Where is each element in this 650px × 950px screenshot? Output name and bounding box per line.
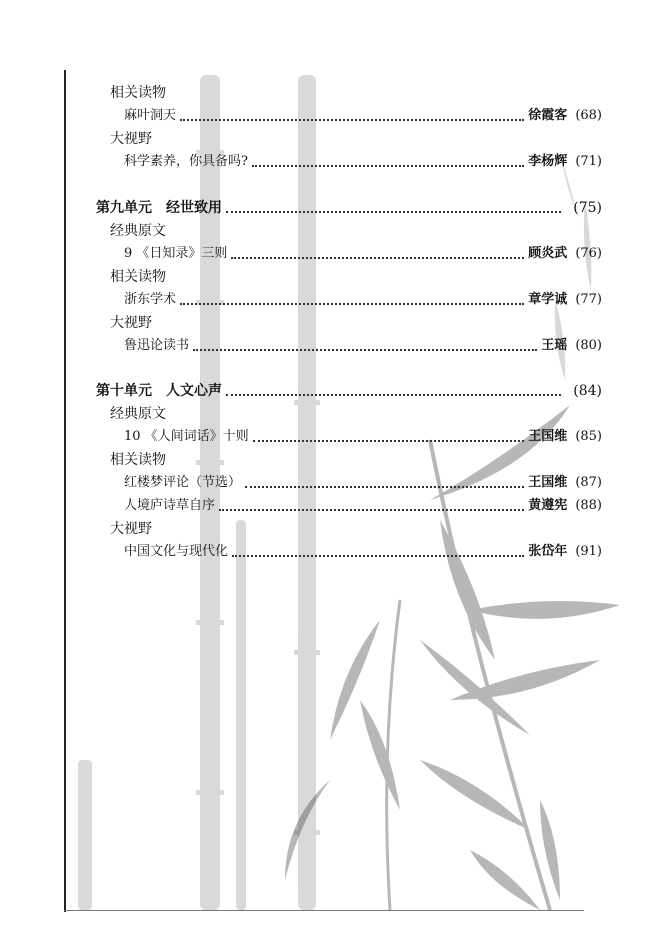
entry-author: 章学诚 xyxy=(528,292,568,307)
entry-author: 张岱年 xyxy=(528,544,568,559)
unit-heading-10[interactable] xyxy=(96,380,602,402)
section-heading-related-reading: 相关读物 xyxy=(110,269,166,285)
entry-title: 鲁迅论读书 xyxy=(124,338,190,353)
toc-entry[interactable] xyxy=(124,243,602,265)
entry-page: (76) xyxy=(575,246,602,261)
entry-author: 王国维 xyxy=(528,475,568,490)
entry-title: 10 《人间词话》十则 xyxy=(124,429,249,444)
section-heading-classic-text: 经典原文 xyxy=(110,223,166,239)
entry-page: (77) xyxy=(575,292,602,307)
entry-author: 李杨辉 xyxy=(528,154,568,169)
entry-author: 徐霞客 xyxy=(528,108,568,123)
unit-title xyxy=(96,380,222,402)
dot-leader xyxy=(180,302,524,305)
entry-author: 王瑶 xyxy=(541,338,568,353)
toc-entry[interactable] xyxy=(124,151,602,173)
unit-number: 第九单元 xyxy=(96,200,152,216)
dot-leader xyxy=(219,508,524,511)
entry-author: 顾炎武 xyxy=(528,246,568,261)
dot-leader xyxy=(253,439,525,442)
entry-page: (71) xyxy=(575,154,602,169)
unit-page: (84) xyxy=(573,383,602,399)
dot-leader xyxy=(226,393,561,396)
entry-title: 中国文化与现代化 xyxy=(124,544,229,559)
unit-heading-9[interactable] xyxy=(96,197,602,219)
toc-entry[interactable] xyxy=(124,541,602,563)
entry-title: 9 《日知录》三则 xyxy=(124,246,228,261)
toc-entry[interactable] xyxy=(124,472,602,494)
dot-leader xyxy=(193,348,537,351)
section-heading-related-reading: 相关读物 xyxy=(110,85,166,101)
section-heading-related-reading: 相关读物 xyxy=(110,452,166,468)
unit-page: (75) xyxy=(573,200,602,216)
entry-title: 浙东学术 xyxy=(124,292,177,307)
unit-number: 第十单元 xyxy=(96,383,152,399)
toc-entry[interactable] xyxy=(124,495,602,517)
entry-author: 黄遵宪 xyxy=(528,498,568,513)
entry-page: (87) xyxy=(575,475,602,490)
entry-page: (88) xyxy=(575,498,602,513)
dot-leader xyxy=(252,164,524,167)
entry-page: (91) xyxy=(575,544,602,559)
toc-entry[interactable] xyxy=(124,426,602,448)
toc-entry[interactable] xyxy=(124,289,602,311)
entry-title: 红楼梦评论（节选） xyxy=(124,475,242,490)
toc-entry[interactable] xyxy=(124,105,602,127)
dot-leader xyxy=(231,256,524,259)
section-heading-broad-view: 大视野 xyxy=(110,315,152,331)
dot-leader xyxy=(180,118,524,121)
dot-leader xyxy=(226,210,561,213)
entry-title: 麻叶洞天 xyxy=(124,108,177,123)
section-heading-classic-text: 经典原文 xyxy=(110,406,166,422)
entry-author: 王国维 xyxy=(528,429,568,444)
dot-leader xyxy=(232,554,524,557)
entry-title: 人境庐诗草自序 xyxy=(124,498,216,513)
entry-page: (68) xyxy=(575,108,602,123)
entry-page: (85) xyxy=(575,429,602,444)
unit-name: 人文心声 xyxy=(166,383,222,399)
section-heading-broad-view: 大视野 xyxy=(110,131,152,147)
dot-leader xyxy=(245,485,524,488)
section-heading-broad-view: 大视野 xyxy=(110,521,152,537)
unit-name: 经世致用 xyxy=(166,200,222,216)
entry-title: 科学素养，你具备吗? xyxy=(124,154,248,169)
toc-entry[interactable] xyxy=(124,335,602,357)
entry-page: (80) xyxy=(575,338,602,353)
unit-title xyxy=(96,197,222,219)
